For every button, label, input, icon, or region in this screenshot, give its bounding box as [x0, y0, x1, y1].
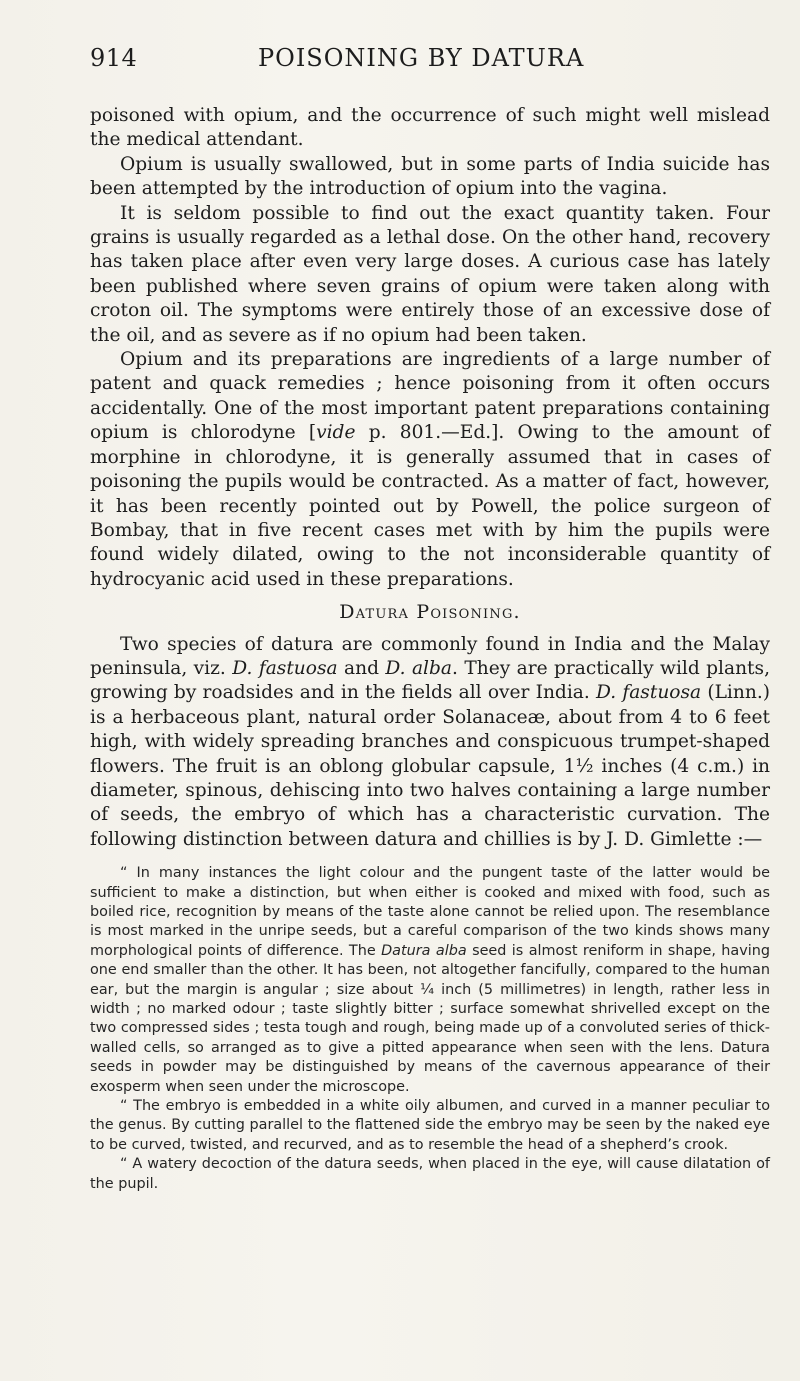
running-title: POISONING BY DATURA [258, 44, 585, 72]
chlorodyne-text-a: Opium and its preparations are ingredients of a large number of patent and quack remedies ; hence poisoning from it often occurs accidentally. One of the most important patent preparations containing opium is chlorodyne [ [90, 349, 770, 444]
quote-gimlette-seeds [90, 864, 770, 1097]
datura-text-c: . They are practically wild plants, growing by roadsides and in the fields all over India. [90, 657, 770, 704]
species-fastuosa-2: D. fastuosa [595, 682, 702, 704]
species-alba: D. alba [385, 657, 452, 679]
page-number: 914 [90, 44, 138, 72]
species-fastuosa: D. fastuosa [232, 657, 338, 679]
paragraph-opium-chlorodyne [90, 348, 770, 592]
vide-italic: vide [316, 422, 356, 444]
datura-text-d: (Linn.) is a herbaceous plant, natural order Solanaceæ, about from 4 to 6 feet high, with widely spreading branches and conspicuous trumpet-shaped flowers. The fruit is an oblong globular capsule, 1½ inches (4 c.m.) in diameter, spinous, dehiscing into two halves containing a large number of seeds, the embryo of which has a characteristic curvation. The following distinction between datura and chillies is by J. D. Gimlette :— [90, 682, 770, 850]
quote-gimlette-decoction: “ A watery decoction of the datura seeds, when placed in the eye, will cause dilatation of the pupil. [90, 1156, 770, 1192]
species-datura-alba: Datura alba [381, 942, 467, 959]
quote-gimlette-embryo: “ The embryo is embedded in a white oily albumen, and curved in a manner peculiar to the genus. By cutting parallel to the flattened side the embryo may be seen by the naked eye to be curved, twisted, and recurved, and as to resemble the head of a shepherd’s crook. [90, 1098, 770, 1153]
quote1-text-b: seed is almost reniform in shape, having one end smaller than the other. It has been, not altogether fancifully, compared to the human ear, but the margin is angular ; size about ¼ inch (5 millimetres) in length, rather less in width ; no marked odour ; taste slightly bitter ; surface somewhat shrivelled except on the two compressed sides ; testa tough and rough, being made up of a convoluted series of thick-walled cells, so arranged as to give a pitted appearance when seen with the lens. Datura seeds in powder may be distinguished by means of the cavernous appearance of their exosperm when seen under the microscope. [90, 942, 771, 1095]
page-header [90, 44, 760, 84]
chlorodyne-text-b: p. 801.—Ed.]. Owing to the amount of morphine in chlorodyne, it is generally assumed that in cases of poisoning the pupils would be contracted. As a matter of fact, however, it has been recently pointed out by Powell, the police surgeon of Bombay, that in five recent cases met with by him the pupils were found widely dilated, owing to the not inconsiderable quantity of hydrocyanic acid used in these preparations. [90, 422, 770, 590]
body-text [90, 104, 770, 1194]
paragraph-datura-species [90, 633, 770, 853]
section-heading: Datura Poisoning. [339, 601, 521, 624]
paragraph-opium-continuation: poisoned with opium, and the occurrence of such might well mislead the medical attendant. [90, 105, 770, 151]
datura-text-b: and [337, 657, 386, 679]
datura-text-a: Two species of datura are commonly found in India and the Malay peninsula, viz. [90, 633, 770, 679]
paragraph-opium-vagina: Opium is usually swallowed, but in some parts of India suicide has been attempted by the introduction of opium into the vagina. [90, 153, 770, 200]
paragraph-opium-dose: It is seldom possible to find out the exact quantity taken. Four grains is usually regarded as a lethal dose. On the other hand, recovery has taken place after even very large doses. A curious case has lately been published where seven grains of opium were taken along with croton oil. The symptoms were entirely those of an excessive dose of the oil, and as severe as if no opium had been taken. [90, 202, 770, 346]
quote1-text-a: “ In many instances the light colour and the pungent taste of the latter would be sufficient to make a distinction, but when either is cooked and mixed with food, such as boiled rice, recognition by means of the taste alone cannot be relied upon. The resemblance is most marked in the unripe seeds, but a careful comparison of the two kinds shows many morphological points of difference. The [90, 865, 770, 959]
